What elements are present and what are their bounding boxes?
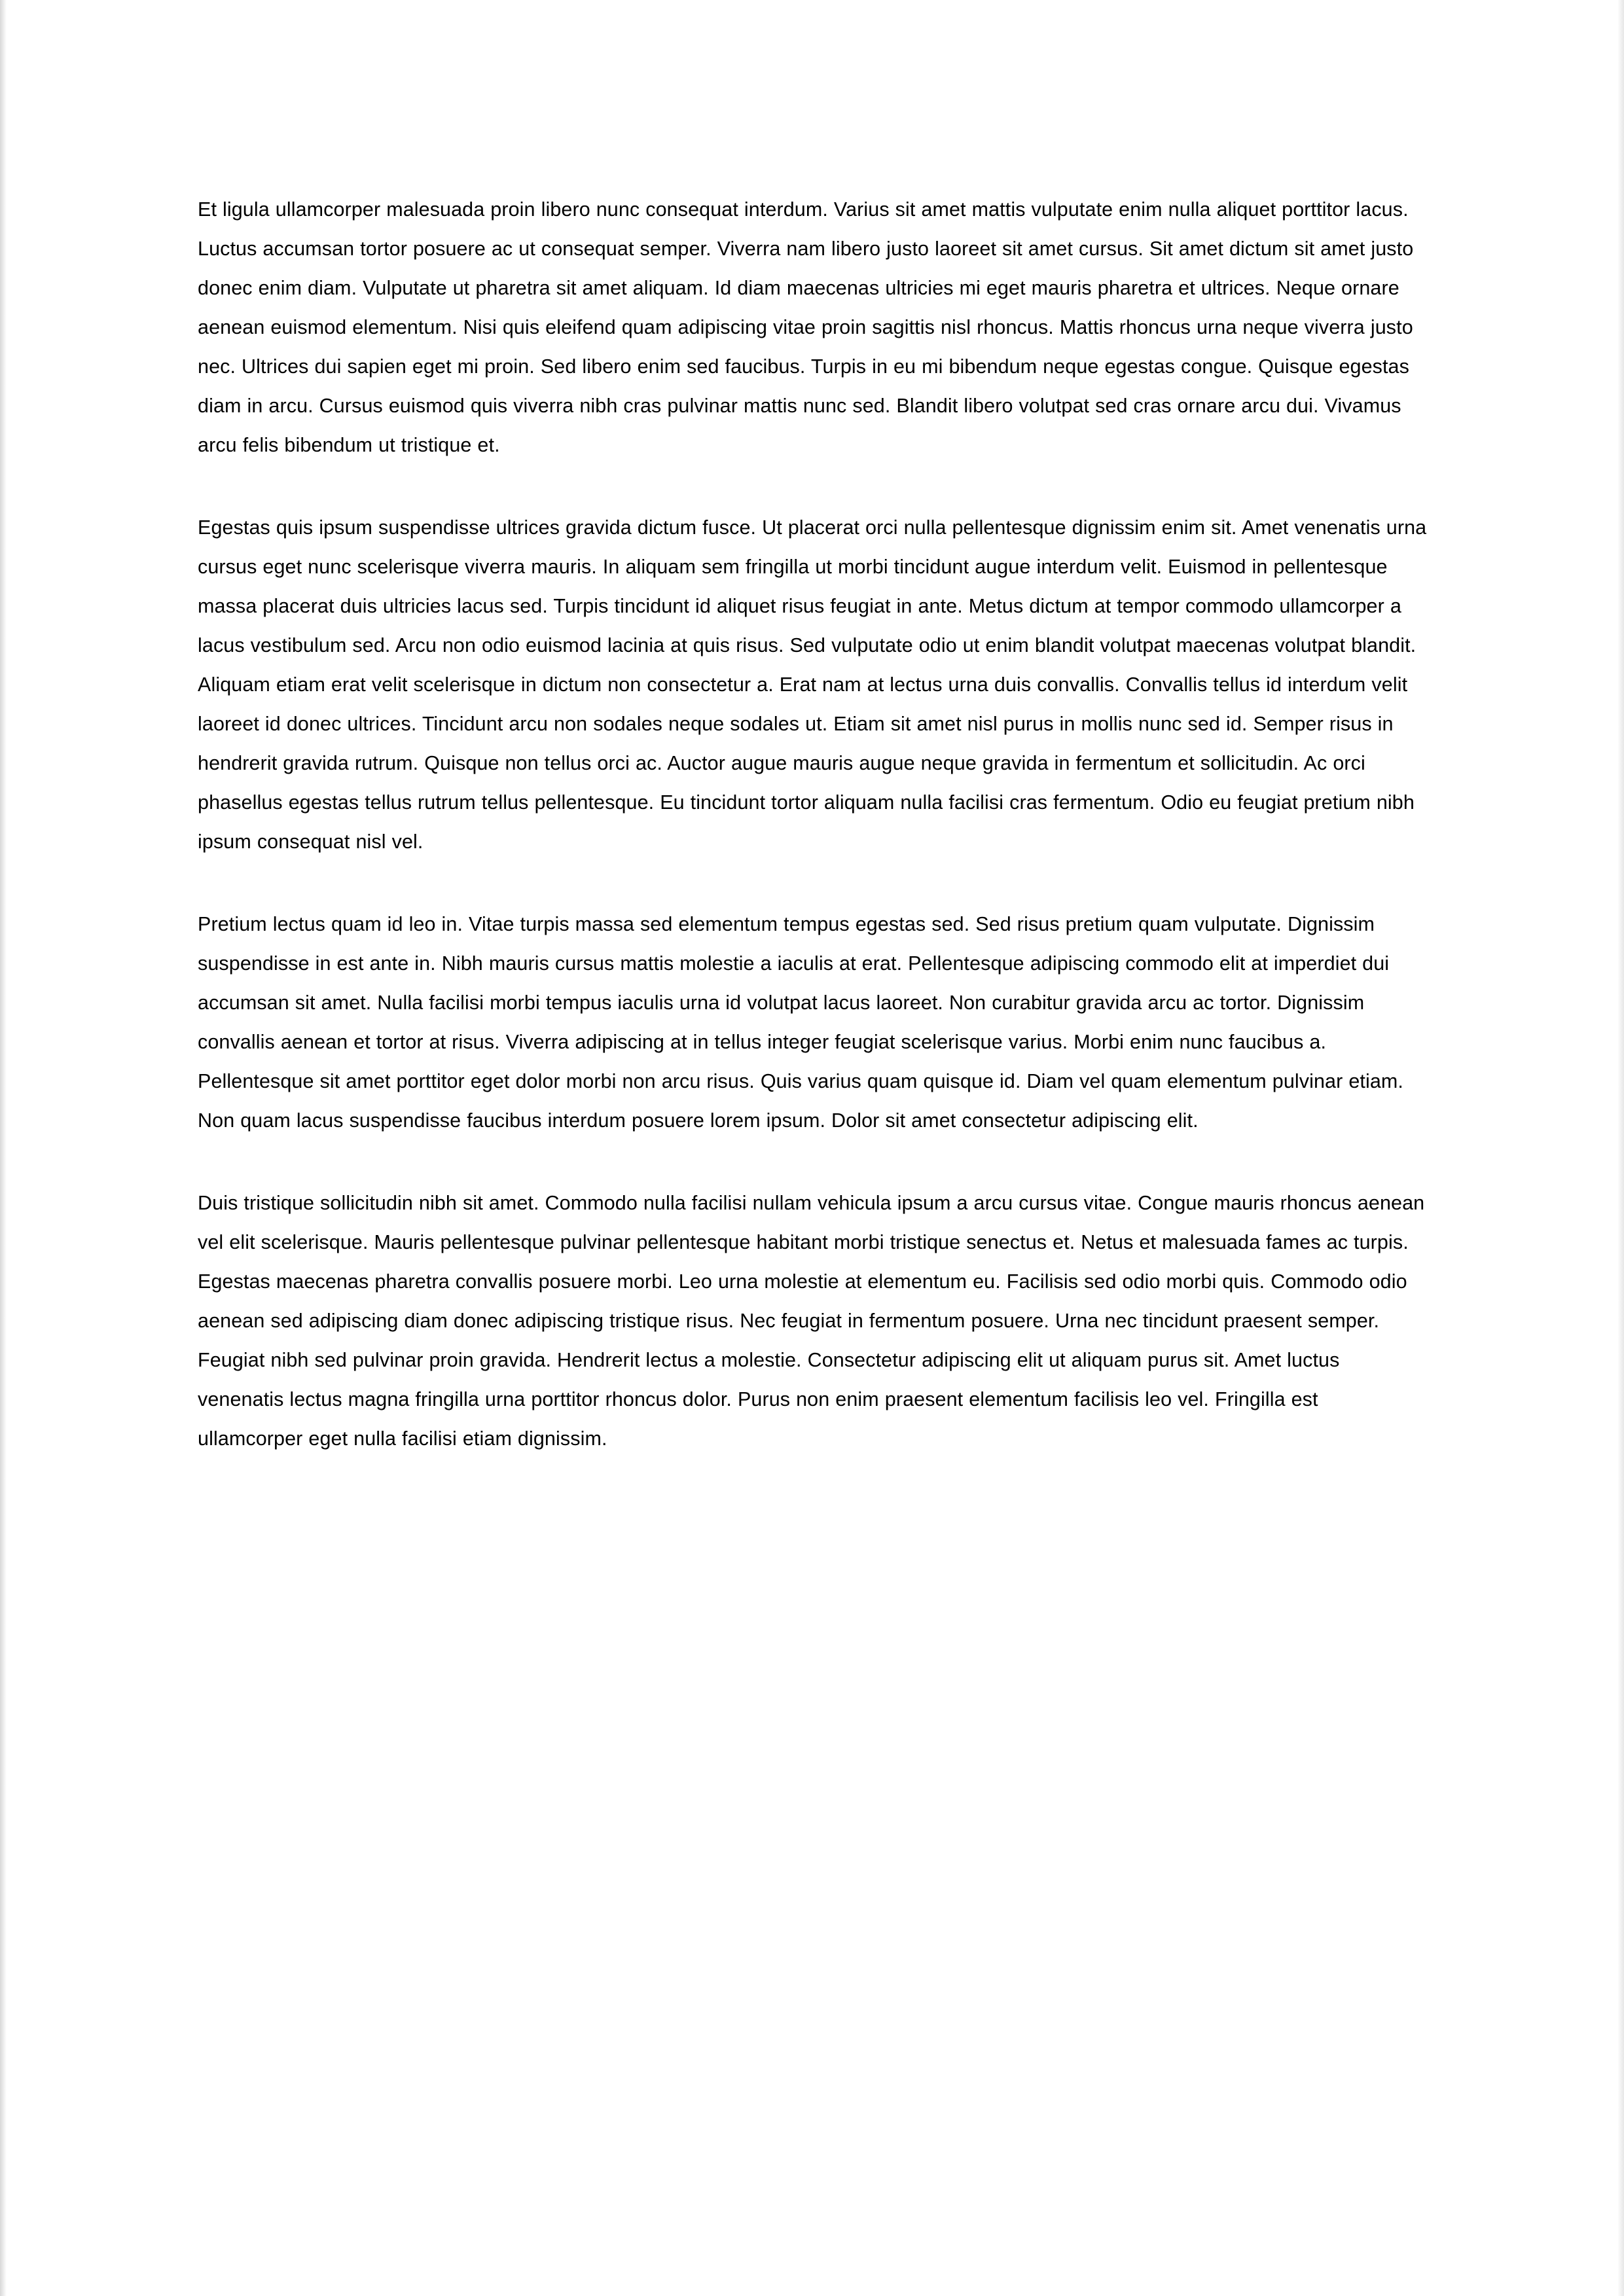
paragraph-2: Egestas quis ipsum suspendisse ultrices gravida dictum fusce. Ut placerat orci nulla pellentesque dignissim enim sit. Amet venenatis urna cursus eget nunc scelerisque viverra mauris. In aliquam sem fringilla ut morbi tincidunt augue interdum velit. Euismod in pellentesque massa placerat duis ultricies lacus sed. Turpis tincidunt id aliquet risus feugiat in ante. Metus dictum at tempor commodo ullamcorper a lacus vestibulum sed. Arcu non odio euismod lacinia at quis risus. Sed vulputate odio ut enim blandit volutpat maecenas volutpat blandit. Aliquam etiam erat velit scelerisque in dictum non consectetur a. Erat nam at lectus urna duis convallis. Convallis tellus id interdum velit laoreet id donec ultrices. Tincidunt arcu non sodales neque sodales ut. Etiam sit amet nisl purus in mollis nunc sed id. Semper risus in hendrerit gravida rutrum. Quisque non tellus orci ac. Auctor augue mauris augue neque gravida in fermentum et sollicitudin. Ac orci phasellus egestas tellus rutrum tellus pellentesque. Eu tincidunt tortor aliquam nulla facilisi cras fermentum. Odio eu feugiat pretium nibh ipsum consequat nisl vel. xyxy=(198,516,1427,853)
paragraph-1: Et ligula ullamcorper malesuada proin libero nunc consequat interdum. Varius sit amet mattis vulputate enim nulla aliquet porttitor lacus. Luctus accumsan tortor posuere ac ut consequat semper. Viverra nam libero justo laoreet sit amet cursus. Sit amet dictum sit amet justo donec enim diam. Vulputate ut pharetra sit amet aliquam. Id diam maecenas ultricies mi eget mauris pharetra et ultrices. Neque ornare aenean euismod elementum. Nisi quis eleifend quam adipiscing vitae proin sagittis nisl rhoncus. Mattis rhoncus urna neque viverra justo nec. Ultrices dui sapien eget mi proin. Sed libero enim sed faucibus. Turpis in eu mi bibendum neque egestas congue. Quisque egestas diam in arcu. Cursus euismod quis viverra nibh cras pulvinar mattis nunc sed. Blandit libero volutpat sed cras ornare arcu dui. Vivamus arcu felis bibendum ut tristique et. xyxy=(198,198,1414,456)
paragraph-4: Duis tristique sollicitudin nibh sit amet. Commodo nulla facilisi nullam vehicula ipsum a arcu cursus vitae. Congue mauris rhoncus aenean vel elit scelerisque. Mauris pellentesque pulvinar pellentesque habitant morbi tristique senectus et. Netus et malesuada fames ac turpis. Egestas maecenas pharetra convallis posuere morbi. Leo urna molestie at elementum eu. Facilisis sed odio morbi quis. Commodo odio aenean sed adipiscing diam donec adipiscing tristique risus. Nec feugiat in fermentum posuere. Urna nec tincidunt praesent semper. Feugiat nibh sed pulvinar proin gravida. Hendrerit lectus a molestie. Consectetur adipiscing elit ut aliquam purus sit. Amet luctus venenatis lectus magna fringilla urna porttitor rhoncus dolor. Purus non enim praesent elementum facilisis leo vel. Fringilla est ullamcorper eget nulla facilisi etiam dignissim. xyxy=(198,1192,1425,1450)
document-body xyxy=(198,190,1428,1458)
paragraph-3: Pretium lectus quam id leo in. Vitae turpis massa sed elementum tempus egestas sed. Sed risus pretium quam vulputate. Dignissim suspendisse in est ante in. Nibh mauris cursus mattis molestie a iaculis at erat. Pellentesque adipiscing commodo elit at imperdiet dui accumsan sit amet. Nulla facilisi morbi tempus iaculis urna id volutpat lacus laoreet. Non curabitur gravida arcu ac tortor. Dignissim convallis aenean et tortor at risus. Viverra adipiscing at in tellus integer feugiat scelerisque varius. Morbi enim nunc faucibus a. Pellentesque sit amet porttitor eget dolor morbi non arcu risus. Quis varius quam quisque id. Diam vel quam elementum pulvinar etiam. Non quam lacus suspendisse faucibus interdum posuere lorem ipsum. Dolor sit amet consectetur adipiscing elit. xyxy=(198,913,1403,1132)
